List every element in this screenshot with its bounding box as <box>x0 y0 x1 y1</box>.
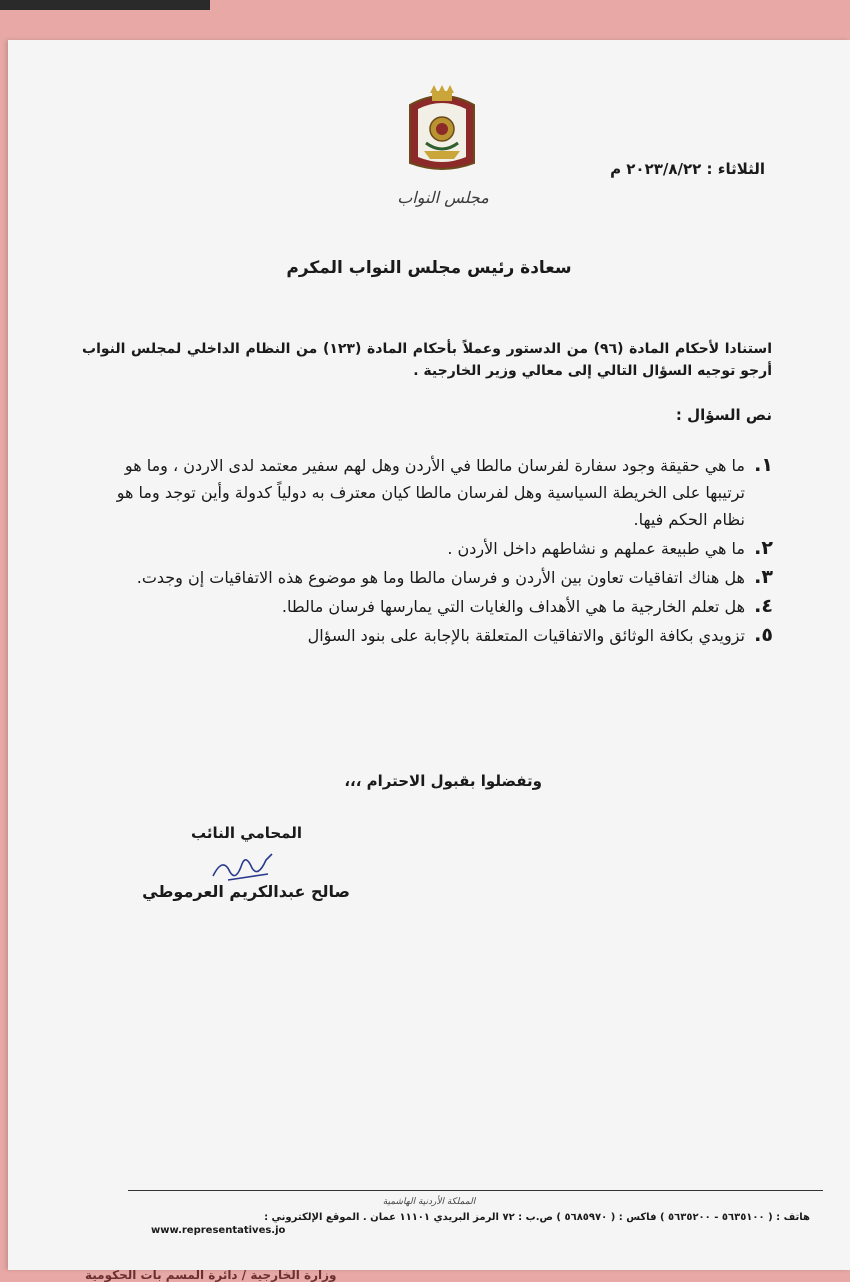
footer-caption: المملكة الأردنية الهاشمية <box>382 1197 476 1207</box>
list-item <box>95 593 773 620</box>
question-text: ما هي حقيقة وجود سفارة لفرسان مالطا في الأردن وهل لهم سفير معتمد لدى الاردن ، وما هو ترتيبها على الخريطة السياسية وهل لفرسان مالطا كيان معترف به دولياً كدولة وأين توجد وما هو نظام الحكم فيها. <box>116 456 745 529</box>
question-list <box>95 452 773 651</box>
date-line: الثلاثاء : ٢٠٢٣/٨/٢٢ م <box>610 160 765 178</box>
question-text: ما هي طبيعة عملهم و نشاطهم داخل الأردن . <box>447 539 745 558</box>
list-item <box>95 535 773 562</box>
question-number: ١. <box>754 454 773 476</box>
question-number: ٥. <box>754 624 773 646</box>
closing-line: وتفضلوا بقبول الاحترام ،،، <box>344 772 542 790</box>
list-item <box>95 622 773 649</box>
addressee: سعادة رئيس مجلس النواب المكرم <box>286 258 572 278</box>
footer-divider <box>128 1190 823 1191</box>
question-text: هل تعلم الخارجية ما هي الأهداف والغايات التي يمارسها فرسان مالطا. <box>281 597 745 616</box>
signature-icon <box>208 846 278 886</box>
footer-website: www.representatives.jo <box>151 1225 286 1236</box>
emblem-caption: مجلس النواب <box>397 188 489 207</box>
footer-contact: هاتف : ( ٥٦٣٥١٠٠ - ٥٦٣٥٢٠٠ ) فاكس : ( ٥٦٨٥٩٧٠ ) ص.ب : ٧٢ الرمز البريدي ١١١٠١ عمان . الموقع الإلكتروني : <box>264 1212 810 1223</box>
letter-page <box>8 40 850 1270</box>
coat-of-arms-icon <box>404 85 480 175</box>
question-number: ٣. <box>754 566 773 588</box>
question-text: تزويدي بكافة الوثائق والاتفاقيات المتعلقة بالإجابة على بنود السؤال <box>307 626 745 645</box>
question-number: ٢. <box>754 537 773 559</box>
question-label: نص السؤال : <box>675 406 772 424</box>
signer-title: المحامي النائب <box>191 824 302 842</box>
question-text: هل هناك اتفاقيات تعاون بين الأردن و فرسان مالطا وما هو موضوع هذه الاتفاقيات إن وجدت. <box>136 568 745 587</box>
list-item <box>95 452 773 533</box>
intro-paragraph: استنادا لأحكام المادة (٩٦) من الدستور وعملاً بأحكام المادة (١٢٣) من النظام الداخلي لمجلس النواب أرجو توجيه السؤال التالي إلى معالي وزير الخارجية . <box>82 341 772 379</box>
signer-name: صالح عبدالكريم العرموطي <box>142 882 350 901</box>
question-number: ٤. <box>754 595 773 617</box>
bottom-strip: وزارة الخارجية / دائرة المسم بات الحكومية <box>85 1268 337 1282</box>
photo-edge <box>0 0 210 10</box>
list-item <box>95 564 773 591</box>
